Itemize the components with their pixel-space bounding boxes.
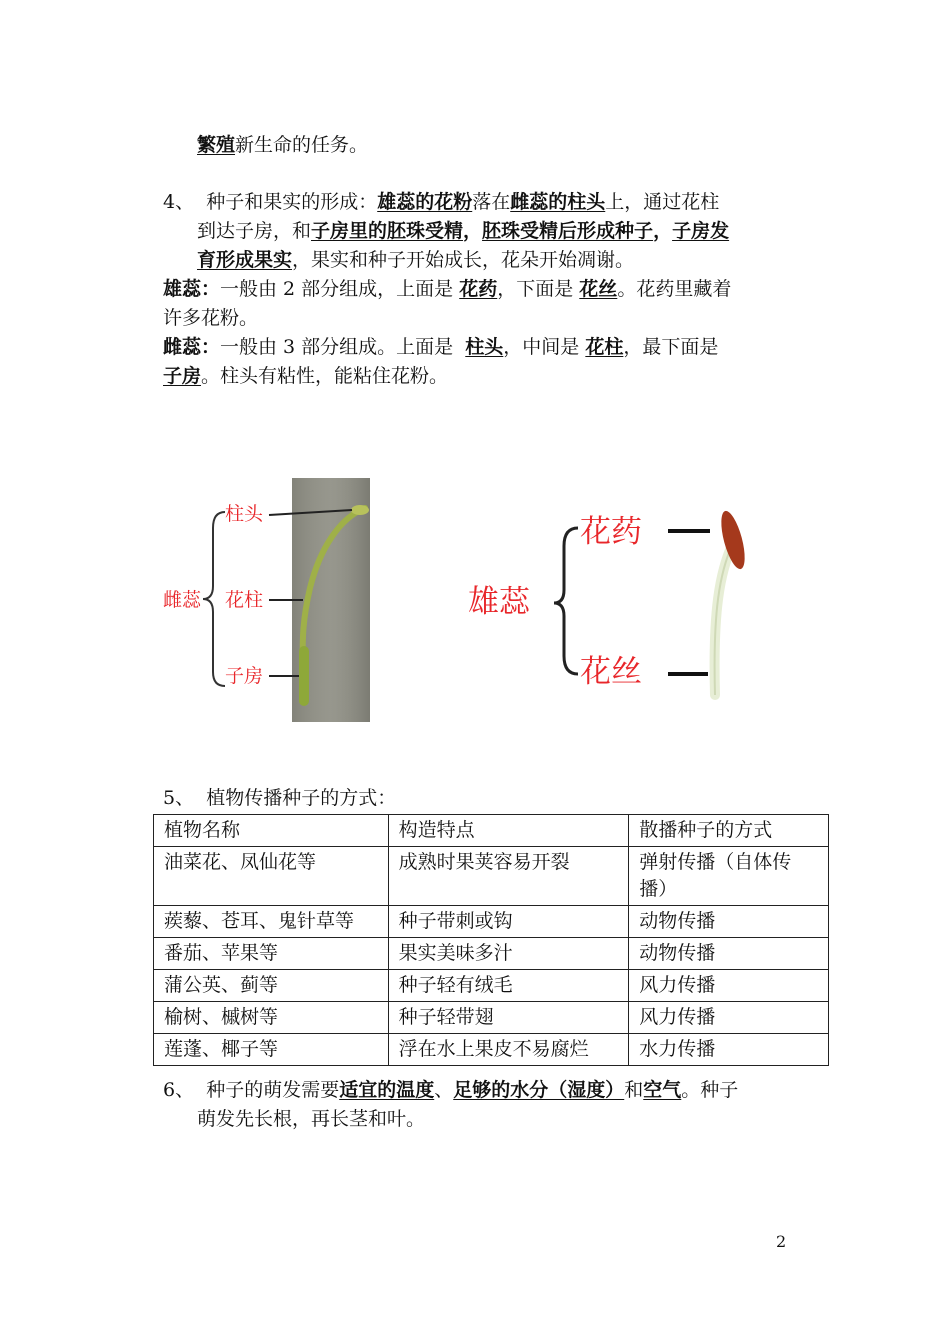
section4-line1: 4、 种子和果实的形成：雄蕊的花粉落在雌蕊的柱头上，通过花柱 <box>163 191 720 213</box>
table-header-row <box>154 815 829 847</box>
stamen-line2: 许多花粉。 <box>163 307 259 329</box>
label-filament: 花丝 <box>580 654 642 690</box>
stamen-diagram <box>460 500 770 710</box>
pistil-line2: 子房。柱头有粘性，能粘住花粉。 <box>163 365 449 387</box>
section5-heading: 5、 植物传播种子的方式： <box>163 787 397 809</box>
section4-line3: 育形成果实，果实和种子开始成长，花朵开始凋谢。 <box>197 249 635 271</box>
section6-line1: 6、 种子的萌发需要适宜的温度、足够的水分（湿度）和空气。种子 <box>163 1079 739 1101</box>
table-row: 蒲公英、蓟等 种子轻有绒毛 风力传播 <box>154 970 829 1002</box>
label-ovary: 子房 <box>225 665 264 687</box>
stamen-line1: 雄蕊：一般由 2 部分组成，上面是 花药，下面是 花丝。花药里藏着 <box>163 278 732 300</box>
continuation-line: 繁殖新生命的任务。 <box>197 134 369 156</box>
label-style: 花柱 <box>225 589 264 611</box>
table-row: 番茄、苹果等 果实美味多汁 动物传播 <box>154 938 829 970</box>
table-row: 榆树、槭树等 种子轻带翅 风力传播 <box>154 1002 829 1034</box>
table-row: 蒺藜、苍耳、鬼针草等 种子带刺或钩 动物传播 <box>154 906 829 938</box>
stigma-shape <box>351 505 369 515</box>
seed-dispersal-table <box>153 814 829 1066</box>
label-stigma: 柱头 <box>225 503 264 525</box>
header-dispersal: 散播种子的方式 <box>629 815 829 847</box>
pistil-title: 雌蕊 <box>163 589 202 611</box>
stamen-title: 雄蕊 <box>468 584 530 620</box>
section4-line2: 到达子房，和子房里的胚珠受精，胚珠受精后形成种子，子房发 <box>197 220 730 242</box>
header-structure: 构造特点 <box>388 815 629 847</box>
label-anther: 花药 <box>580 514 642 550</box>
table-row: 莲蓬、椰子等 浮在水上果皮不易腐烂 水力传播 <box>154 1034 829 1066</box>
keyword-reproduce: 繁殖 <box>197 134 236 156</box>
stamen-brace <box>554 528 578 674</box>
header-plant-name: 植物名称 <box>154 815 389 847</box>
pistil-brace <box>203 512 225 686</box>
pistil-line1: 雌蕊：一般由 3 部分组成。上面是 柱头，中间是 花柱，最下面是 <box>163 336 719 358</box>
section6-line2: 萌发先长根，再长茎和叶。 <box>197 1108 426 1130</box>
ovary-shape <box>299 646 309 706</box>
pistil-diagram <box>155 478 375 724</box>
page-number: 2 <box>776 1232 787 1251</box>
table-row: 油菜花、凤仙花等 成熟时果荚容易开裂 弹射传播（自体传播） <box>154 847 829 906</box>
